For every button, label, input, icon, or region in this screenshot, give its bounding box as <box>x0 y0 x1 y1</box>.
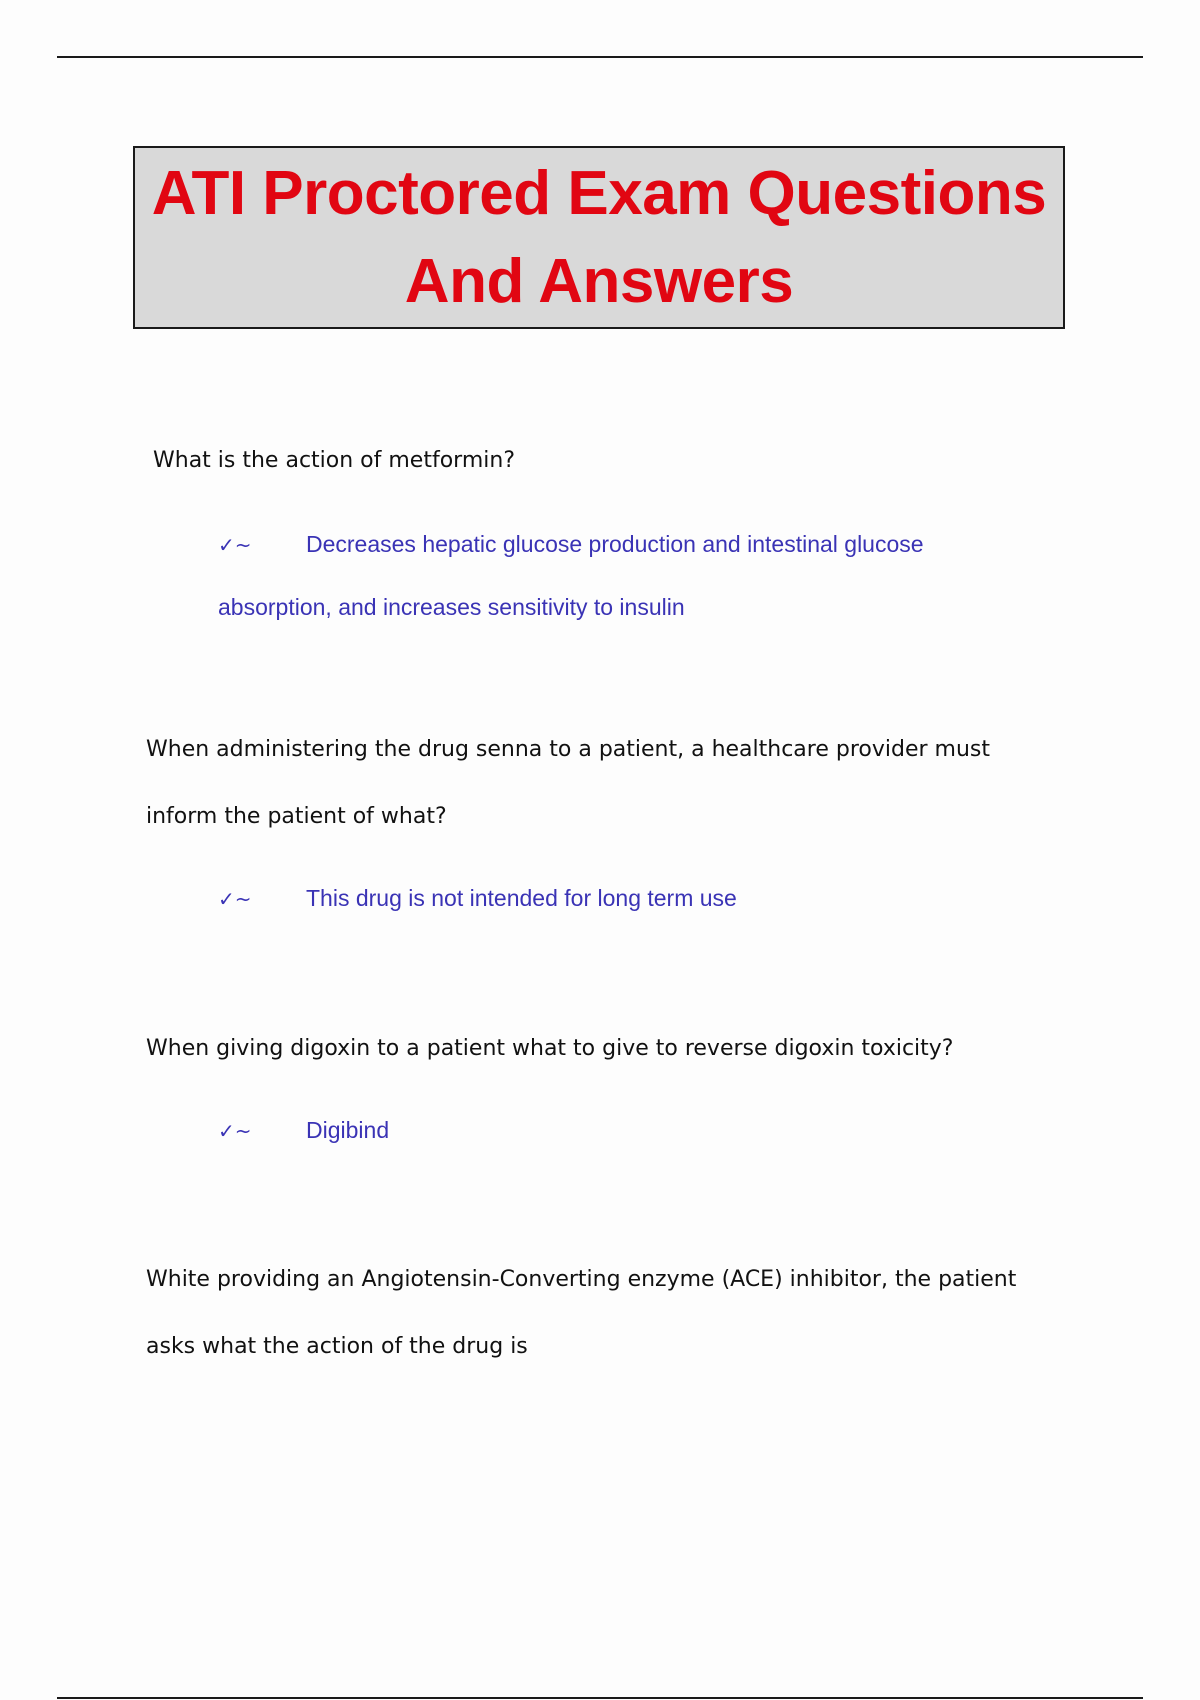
answer-3 <box>218 1099 978 1162</box>
answer-2-text: This drug is not intended for long term use <box>306 885 737 911</box>
page-title: ATI Proctored Exam Questions And Answers <box>151 158 1047 316</box>
answer-2 <box>218 867 978 930</box>
title-box <box>133 146 1065 329</box>
top-rule <box>57 56 1143 58</box>
question-4: White providing an Angiotensin-Converting enzyme (ACE) inhibitor, the patient asks what the action of the drug is <box>146 1267 1017 1359</box>
check-icon: ✓~ <box>218 533 252 557</box>
question-3: When giving digoxin to a patient what to give to reverse digoxin toxicity? <box>146 1036 954 1061</box>
answer-1-text: Decreases hepatic glucose production and intestinal glucose absorption, and increases sensitivity to insulin <box>218 531 924 620</box>
question-2: When administering the drug senna to a patient, a healthcare provider must inform the patient of what? <box>146 737 990 829</box>
check-icon: ✓~ <box>218 1119 252 1143</box>
bottom-rule <box>57 1697 1143 1699</box>
answer-3-text: Digibind <box>306 1117 390 1143</box>
answer-1 <box>218 513 978 638</box>
check-icon: ✓~ <box>218 887 252 911</box>
question-1: What is the action of metformin? <box>153 448 515 473</box>
